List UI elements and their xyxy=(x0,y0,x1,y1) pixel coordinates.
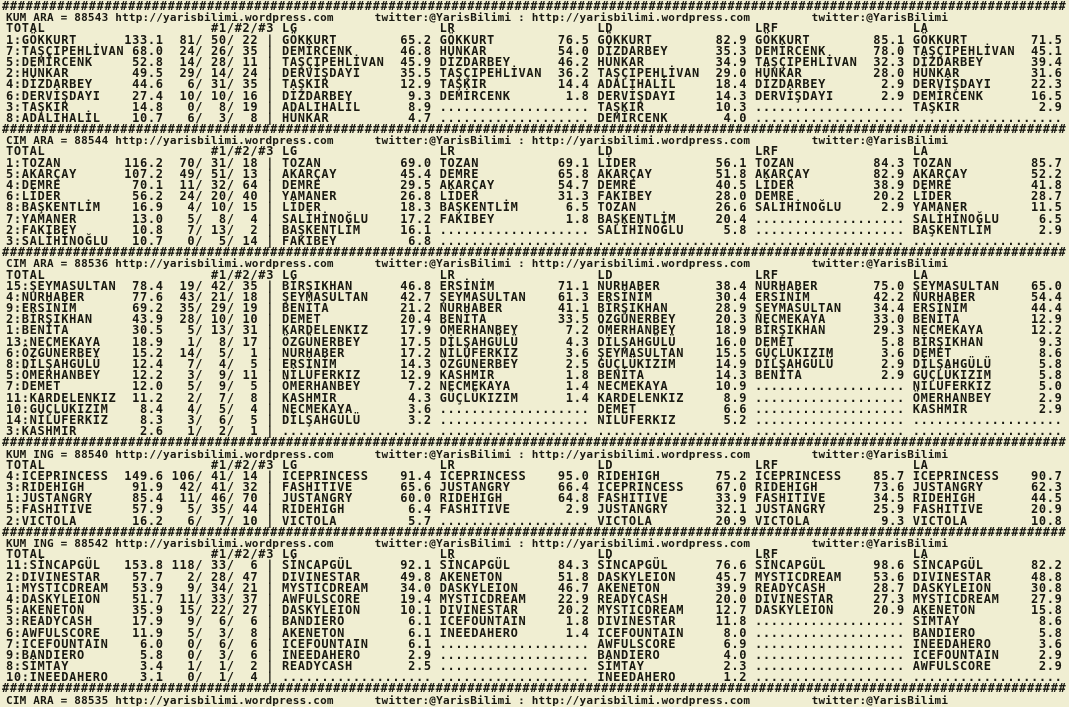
stats-row: 2:VICTOLA 16.2 6/ 7/ 10 | VICTOLA 5.7 ................... VICTOLA 20.9 VICTOLA 9.3 VICTOLA 10.8 xyxy=(6,513,1063,528)
stats-row: 11:KARDELENKIZ 11.2 2/ 7/ 8 | KASHMIR 4.3 GÜÇLÜKIZIM 1.4 KARDELENKIZ 8.9 ................... ÖMERHANBEY 2.9 xyxy=(6,390,1063,405)
separator-line: ####################################################################################################################################### xyxy=(2,1,1067,13)
stats-row: 7:ICEFOUNTAIN 6.0 0/ 6/ 6 | ICEFOUNTAIN 6.1 ................... AWFULSCORE 6.9 ................... INEEDAHERO 3.6 xyxy=(6,636,1063,651)
stats-row: 8:SİMTAY 3.4 1/ 1/ 2 | READYCASH 2.5 ................... SİMTAY 2.3 ................... AWFULSCORE 2.9 xyxy=(6,659,1063,674)
stats-row: 3:KASHMIR 2.6 1/ 2/ 1 | ................... ................... ................... ................... ................... xyxy=(6,424,1063,439)
stats-row: 10:INEEDAHERO 3.1 0/ 1/ 4 | ................... ................... INEEDAHERO 1.2 ................... ................... xyxy=(6,670,1063,685)
stats-row: 3:SALİHİNOĞLU 10.7 0/ 5/ 14 | FAKIBEY 6.8 ................... ................... ................... ................... xyxy=(6,233,1063,248)
section-title-line: KUM ING = 88542 http://yarisbilimi.wordpress.com twitter:@YarisBilimi : http://yarisbilimi.wordpress.com twitter:@YarisBilimi xyxy=(6,537,949,550)
stats-row: 5:ÖMERHANBEY 12.2 3/ 9/ 11 | NİLÜFERKIZ 12.9 KASHMIR 1.8 BENİTA 14.3 BENİTA 2.9 GÜÇLÜKIZIM 5.8 xyxy=(6,368,1063,383)
stats-row: 3:TAŞKIR 14.8 0/ 8/ 19 | ADALIHALİL 8.9 ................... TAŞKIR 10.3 ................... TAŞKIR 2.9 xyxy=(6,99,1063,114)
stats-row: 1:MYSTICDREAM 53.9 9/ 34/ 21 | MYSTICDREAM 34.0 DASKYLEION 46.7 AKENETON 39.9 READYCASH 28.7 DASKYLEION 30.8 xyxy=(6,580,1063,595)
stats-row: 4:DİZDARBEY 44.6 6/ 31/ 35 | TAŞKIR 12.9 TAŞKIR 14.4 ADALIHALİL 18.4 DİZDARBEY 2.9 DERVİŞDAYI 22.3 xyxy=(6,77,1063,92)
stats-row: 7:DEMET 12.0 5/ 9/ 5 | ÖMERHANBEY 7.2 NECMEKAYA 1.4 NECMEKAYA 10.9 ................... NİLÜFERKIZ 5.0 xyxy=(6,379,1063,394)
stats-row: 5:DEMİRCENK 52.8 14/ 28/ 11 | TAŞÇIPEHLİVAN 45.9 DİZDARBEY 46.2 HÜNKAR 34.9 TAŞÇIPEHLİVAN 32.3 DİZDARBEY 39.4 xyxy=(6,54,1063,69)
column-header-line: TOTAL #1/#2/#3 LG LR LD LRF LA xyxy=(6,267,929,282)
stats-row: 10:GÜÇLÜKIZIM 8.4 4/ 5/ 4 | NECMEKAYA 3.6 ................... DEMET 6.6 ................... KASHMIR 2.9 xyxy=(6,401,1063,416)
stats-row: 4:DEMRE 70.1 11/ 32/ 64 | DEMRE 29.5 AKARÇAY 54.7 DEMRE 40.5 LİDER 38.9 DEMRE 41.8 xyxy=(6,178,1063,192)
stats-row: 7:YAMANER 13.0 5/ 8/ 4 | SALİHİNOĞLU 17.2 FAKIBEY 1.8 BAŞKENTLİM 20.4 ................... SALİHİNOĞLU 6.5 xyxy=(6,211,1063,226)
separator-line: ####################################################################################################################################### xyxy=(2,124,1067,136)
section-title-line: KUM ING = 88540 http://yarisbilimi.wordpress.com twitter:@YarisBilimi : http://yarisbilimi.wordpress.com twitter:@YarisBilimi xyxy=(6,447,949,461)
stats-row: 2:HÜNKAR 49.5 29/ 14/ 24 | DERVİŞDAYI 35.5 TAŞÇIPEHLİVAN 36.2 TAŞÇIPEHLİVAN 29.0 HÜNKAR 28.0 HÜNKAR 31.6 xyxy=(6,66,1063,81)
column-header-line: TOTAL #1/#2/#3 LG LR LD LRF LA xyxy=(6,547,929,562)
stats-row: 15:ŞEYMASULTAN 78.4 19/ 42/ 35 | BİRŞIKHAN 46.8 ERSİNİM 71.1 NURHABER 38.4 NURHABER 75.0 ŞEYMASULTAN 65.0 xyxy=(6,278,1063,293)
stats-row: 2:DIVINESTAR 57.7 2/ 28/ 47 | DIVINESTAR 49.8 AKENETON 51.8 DASKYLEION 45.7 MYSTICDREAM 53.6 DIVINESTAR 48.8 xyxy=(6,569,1063,584)
stats-row: 4:ICEPRINCESS 149.6 106/ 41/ 14 | ICEPRINCESS 91.4 ICEPRINCESS 95.0 RIDEHIGH 75.2 ICEPRINCESS 85.7 ICEPRINCESS 90.7 xyxy=(6,468,1063,483)
column-header-line: TOTAL #1/#2/#3 LG LR LD LRF LA xyxy=(6,21,929,36)
race-section xyxy=(2,526,1069,685)
stats-row: 7:TAŞÇIPEHLİVAN 68.0 24/ 26/ 35 | DEMİRCENK 46.8 HÜNKAR 54.0 DİZDARBEY 35.3 DEMİRCENK 78.0 TAŞÇIPEHLİVAN 45.1 xyxy=(6,43,1063,58)
stats-row: 14:NİLÜFERKIZ 8.3 3/ 6/ 5 | DİLŞAHGÜLÜ 3.2 ................... NİLÜFERKIZ 5.2 ................... ................... xyxy=(6,412,1063,427)
race-section xyxy=(2,124,1069,248)
column-header-line: TOTAL #1/#2/#3 LG LR LD LRF LA xyxy=(6,144,929,159)
stats-row: 2:FAKIBEY 10.8 7/ 13/ 2 | BAŞKENTLİM 16.1 ................... SALİHİNOĞLU 5.8 ................... BAŞKENTLİM 2.9 xyxy=(6,222,1063,237)
stats-row: 13:NECMEKAYA 18.9 1/ 8/ 17 | ÖZGÜNERBEY 17.5 DİLŞAHGÜLÜ 4.3 DİLŞAHGÜLÜ 16.0 DEMET 5.8 BİRŞIKHAN 9.3 xyxy=(6,334,1063,349)
stats-row: 4:NURHABER 77.6 43/ 21/ 18 | ŞEYMASULTAN 42.7 ŞEYMASULTAN 61.3 ERSİNİM 30.4 ERSİNİM 42.2 NURHABER 54.4 xyxy=(6,289,1063,304)
stats-row: 1:GÖKKURT 133.1 81/ 50/ 22 | GÖKKURT 65.2 GÖKKURT 76.5 GÖKKURT 82.9 GÖKKURT 85.1 GÖKKURT 71.5 xyxy=(6,32,1063,47)
stats-row: 6:ÖZGÜNERBEY 15.2 14/ 5/ 1 | NURHABER 17.2 NİLÜFERKIZ 3.6 ŞEYMASULTAN 15.5 GÜÇLÜKIZIM 3.6 DEMET 8.6 xyxy=(6,345,1063,360)
stats-row: 2:BİRŞIKHAN 43.9 28/ 10/ 10 | DEMET 20.4 BENİTA 33.5 ÖZGÜNERBEY 20.3 NECMEKAYA 33.0 BENİTA 12.9 xyxy=(6,312,1063,327)
stats-row: 8:ADALIHALİL 10.7 6/ 3/ 8 | HÜNKAR 4.7 ................... DEMİRCENK 4.0 ................... ................... xyxy=(6,110,1063,125)
stats-row: 5:AKENETON 35.9 15/ 22/ 27 | DASKYLEION 10.1 DIVINESTAR 20.2 MYSTICDREAM 12.7 DASKYLEION 20.9 AKENETON 15.8 xyxy=(6,603,1063,618)
separator-line: ####################################################################################################################################### xyxy=(2,247,1067,259)
stats-row: 3:RIDEHIGH 91.9 42/ 41/ 32 | FASHITIVE 65.6 JUSTANGRY 66.4 ICEPRINCESS 67.0 RIDEHIGH 73.6 JUSTANGRY 62.3 xyxy=(6,480,1063,495)
stats-row: 8:DİLŞAHGÜLÜ 12.4 7/ 4/ 5 | ERSİNİM 14.3 ÖZGÜNERBEY 2.5 GÜÇLÜKIZIM 14.9 DİLŞAHGÜLÜ 2.9 DİLŞAHGÜLÜ 5.8 xyxy=(6,357,1063,371)
stats-row: 11:SİNCAPGÜL 153.8 118/ 33/ 6 | SİNCAPGÜL 92.1 SİNCAPGÜL 84.3 SİNCAPGÜL 76.6 SİNCAPGÜL 98.6 SİNCAPGÜL 82.2 xyxy=(6,558,1063,573)
race-section xyxy=(2,437,1069,528)
stats-row: 1:BENİTA 30.5 5/ 13/ 31 | KARDELENKIZ 17.9 ÖMERHANBEY 7.2 ÖMERHANBEY 18.9 BİRŞIKHAN 29.3 NECMEKAYA 12.2 xyxy=(6,323,1063,338)
separator-line: ####################################################################################################################################### xyxy=(2,526,1067,538)
stats-row: 4:DASKYLEION 51.7 11/ 33/ 37 | AWFULSCORE 19.4 MYSTICDREAM 22.9 READYCASH 20.0 DIVINESTAR 27.3 MYSTICDREAM 27.9 xyxy=(6,591,1063,606)
section-title-line: CIM ARA = 88544 http://yarisbilimi.wordpress.com twitter:@YarisBilimi : http://yarisbilimi.wordpress.com twitter:@YarisBilimi xyxy=(6,134,949,148)
stats-row: 9:BANDIERO 5.8 0/ 3/ 6 | INEEDAHERO 2.9 ................... BANDIERO 4.0 ................... ICEFOUNTAIN 2.9 xyxy=(6,647,1063,662)
section-title-line: CIM ARA = 88536 http://yarisbilimi.wordpress.com twitter:@YarisBilimi : http://yarisbilimi.wordpress.com twitter:@YarisBilimi xyxy=(6,257,949,271)
stats-row: 9:ERSİNİM 69.2 35/ 29/ 19 | BENİTA 21.2 NURHABER 41.1 BİRŞIKHAN 28.9 ŞEYMASULTAN 34.4 ERSİNİM 44.4 xyxy=(6,301,1063,316)
stats-row: 6:LİDER 56.2 24/ 20/ 40 | YAMANER 26.8 LİDER 31.3 FAKIBEY 28.0 DEMRE 20.2 LİDER 28.7 xyxy=(6,189,1063,204)
column-header-line: TOTAL #1/#2/#3 LG LR LD LRF LA xyxy=(6,457,929,472)
race-section xyxy=(2,1,1069,125)
stats-row: 6:DERVİŞDAYI 27.4 10/ 10/ 16 | DİZDARBEY 9.3 DEMİRCENK 1.8 DERVİŞDAYI 14.3 DERVİŞDAYI 2.9 DEMİRCENK 16.5 xyxy=(6,88,1063,103)
separator-line: ####################################################################################################################################### xyxy=(2,437,1067,449)
stats-row: 1:JUSTANGRY 85.4 11/ 46/ 70 | JUSTANGRY 60.0 RIDEHIGH 64.8 FASHITIVE 33.9 FASHITIVE 34.5 RIDEHIGH 44.5 xyxy=(6,491,1063,506)
stats-row: 3:READYCASH 17.9 9/ 6/ 6 | BANDIERO 6.1 ICEFOUNTAIN 1.8 DIVINESTAR 11.8 ................... SİMTAY 8.6 xyxy=(6,614,1063,629)
race-section xyxy=(2,683,1069,707)
section-title-line: KUM ARA = 88543 http://yarisbilimi.wordpress.com twitter:@YarisBilimi : http://yarisbilimi.wordpress.com twitter:@YarisBilimi xyxy=(6,11,949,25)
stats-row: 6:AWFULSCORE 11.9 5/ 3/ 8 | AKENETON 6.1 INEEDAHERO 1.4 ICEFOUNTAIN 8.0 ................... BANDIERO 5.8 xyxy=(6,625,1063,640)
race-section xyxy=(2,247,1069,439)
stats-row: 8:BAŞKENTLİM 16.9 4/ 10/ 15 | LİDER 18.3 BAŞKENTLİM 6.5 TOZAN 26.6 SALİHİNOĞLU 2.9 YAMANER 11.5 xyxy=(6,200,1063,215)
stats-row: 5:AKARÇAY 107.2 49/ 51/ 13 | AKARÇAY 45.4 DEMRE 65.8 AKARÇAY 51.8 AKARÇAY 82.9 AKARÇAY 52.2 xyxy=(6,166,1063,181)
section-title-line: CIM ARA = 88535 http://yarisbilimi.wordpress.com twitter:@YarisBilimi : http://yarisbilimi.wordpress.com twitter:@YarisBilimi xyxy=(6,693,949,707)
stats-row: 1:TOZAN 116.2 70/ 31/ 18 | TOZAN 69.0 TOZAN 69.1 LİDER 56.1 TOZAN 84.3 TOZAN 85.7 xyxy=(6,155,1063,170)
separator-line: ####################################################################################################################################### xyxy=(2,683,1067,695)
stats-row: 5:FASHITIVE 57.9 5/ 35/ 44 | RIDEHIGH 6.4 FASHITIVE 2.9 JUSTANGRY 32.1 JUSTANGRY 25.9 FASHITIVE 20.9 xyxy=(6,502,1063,517)
